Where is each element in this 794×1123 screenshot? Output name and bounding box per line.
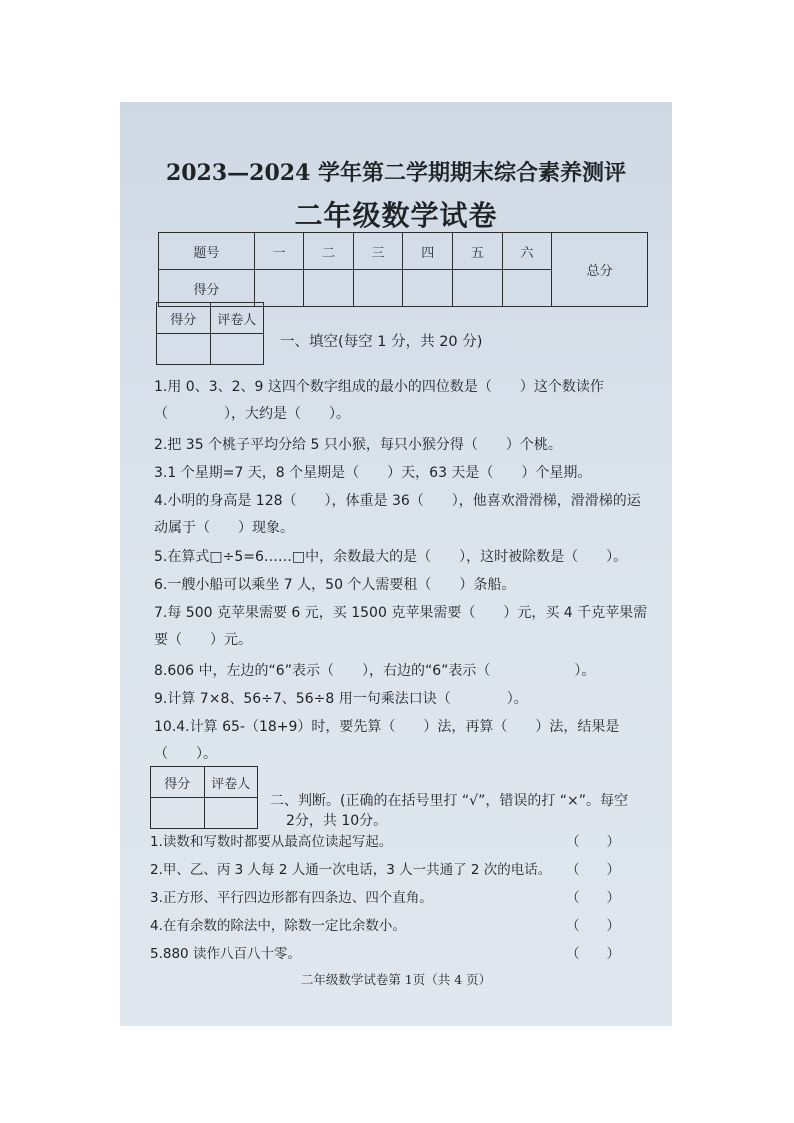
section2-title-line1: 二、判断。(正确的在括号里打 “√”，错误的打 “×”。每空 — [270, 793, 629, 809]
judge-question-4 — [150, 914, 620, 934]
grader-box-2 — [150, 766, 258, 829]
question-4: 4.小明的身高是 128（ ），体重是 36（ ），他喜欢滑滑梯，滑滑梯的运动属于（ ）现象。 — [154, 493, 641, 536]
grader-score-label: 得分 — [151, 767, 205, 798]
answer-bracket[interactable]: （ ） — [566, 918, 620, 934]
judge-question-5 — [150, 942, 620, 962]
score-table-header-row — [159, 233, 648, 270]
answer-bracket[interactable]: （ ） — [566, 890, 620, 906]
question-8: 8.606 中，左边的“6”表示（ ），右边的“6”表示（ ）。 — [154, 663, 596, 679]
question-10: 10.4.计算 65-（18+9）时，要先算（ ）法，再算（ ）法，结果是（ ）。 — [154, 719, 620, 762]
question-6: 6.一艘小船可以乘坐 7 人，50 个人需要租（ ）条船。 — [154, 577, 516, 593]
grader-score-blank[interactable] — [157, 334, 211, 365]
section2-title-line2: 2分，共 10分。 — [286, 813, 388, 829]
score-blank-cell[interactable] — [453, 270, 503, 307]
question-5: 5.在算式□÷5=6……□中，余数最大的是（ ），这时被除数是（ ）。 — [154, 549, 628, 565]
judge-question-text: 4.在有余数的除法中，除数一定比余数小。 — [150, 918, 406, 934]
score-blank-cell[interactable] — [254, 270, 304, 307]
question-7: 7.每 500 克苹果需要 6 元，买 1500 克苹果需要（ ）元，买 4 千克苹果需要（ ）元。 — [154, 605, 648, 648]
judge-question-text: 3.正方形、平行四边形都有四条边、四个直角。 — [150, 890, 433, 906]
score-table-cell: 题号 — [159, 233, 255, 270]
grader-box-1 — [156, 302, 264, 365]
judge-question-2 — [150, 858, 620, 878]
question-1: 1.用 0、3、2、9 这四个数字组成的最小的四位数是（ ）这个数读作（ ），大约是（ ）。 — [154, 379, 604, 422]
question-3: 3.1 个星期=7 天，8 个星期是（ ）天，63 天是（ ）个星期。 — [154, 465, 592, 481]
judge-question-text: 2.甲、乙、丙 3 人每 2 人通一次电话，3 人一共通了 2 次的电话。 — [150, 862, 552, 878]
grader-name-blank[interactable] — [210, 334, 264, 365]
exam-paper — [120, 102, 672, 1026]
exam-title: 2023—2024 学年第二学期期末综合素养测评 — [165, 160, 627, 186]
score-blank-cell[interactable] — [502, 270, 552, 307]
score-table-cell: 一 — [254, 233, 304, 270]
grader-name-blank[interactable] — [204, 798, 258, 829]
grader-name-label: 评卷人 — [210, 303, 264, 334]
score-table-cell: 五 — [453, 233, 503, 270]
judge-question-text: 5.880 读作八百八十零。 — [150, 946, 301, 962]
score-table-total: 总分 — [552, 233, 648, 307]
answer-bracket[interactable]: （ ） — [566, 834, 620, 850]
score-table-cell: 得分 — [159, 270, 255, 307]
question-2: 2.把 35 个桃子平均分给 5 只小猴，每只小猴分得（ ）个桃。 — [154, 437, 562, 453]
score-table-cell: 四 — [403, 233, 453, 270]
score-blank-cell[interactable] — [304, 270, 354, 307]
answer-bracket[interactable]: （ ） — [566, 862, 620, 878]
score-table — [158, 232, 648, 307]
exam-subtitle: 二年级数学试卷 — [294, 199, 498, 232]
judge-question-text: 1.读数和写数时都要从最高位读起写起。 — [150, 834, 393, 850]
judge-question-3 — [150, 886, 620, 906]
score-table-cell: 二 — [304, 233, 354, 270]
question-9: 9.计算 7×8、56÷7、56÷8 用一句乘法口诀（ ）。 — [154, 691, 528, 707]
grader-name-label: 评卷人 — [204, 767, 258, 798]
section1-title: 一、填空(每空 1 分，共 20 分) — [280, 334, 483, 350]
grader-score-label: 得分 — [157, 303, 211, 334]
score-table-cell: 三 — [353, 233, 403, 270]
score-table-cell: 六 — [502, 233, 552, 270]
score-blank-cell[interactable] — [403, 270, 453, 307]
judge-question-1 — [150, 830, 620, 850]
grader-score-blank[interactable] — [151, 798, 205, 829]
score-blank-cell[interactable] — [353, 270, 403, 307]
answer-bracket[interactable]: （ ） — [566, 946, 620, 962]
page-footer: 二年级数学试卷第 1页（共 4 页） — [300, 972, 492, 987]
